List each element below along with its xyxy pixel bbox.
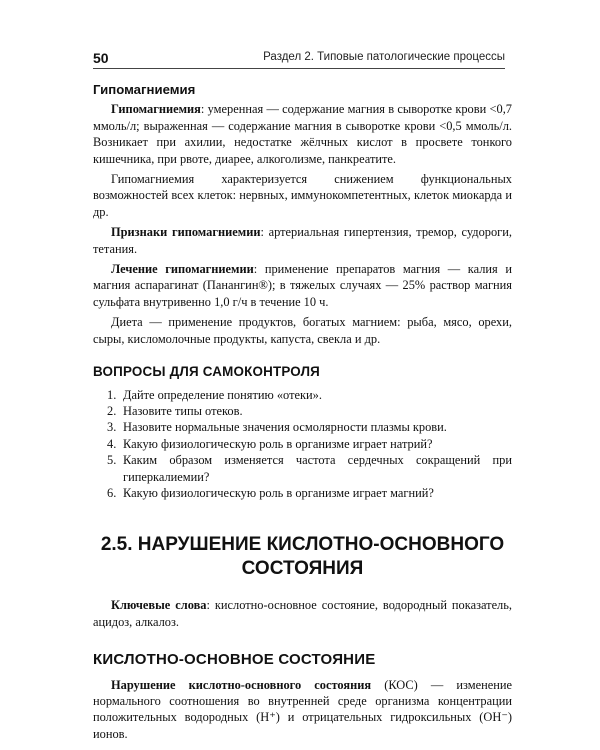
section-heading xyxy=(93,533,512,581)
list-item xyxy=(93,387,512,403)
list-item-text: Назовите типы отеков. xyxy=(123,403,243,418)
questions-heading: ВОПРОСЫ ДЛЯ САМОКОНТРОЛЯ xyxy=(93,364,320,380)
term: Ключевые слова xyxy=(111,598,207,613)
list-item xyxy=(93,403,512,419)
page-header xyxy=(93,48,505,69)
section-heading-line2: СОСТОЯНИЯ xyxy=(241,558,364,580)
term: Гипомагниемия xyxy=(111,102,201,117)
list-item-text: Какую физиологическую роль в организме играет магний? xyxy=(123,485,434,500)
paragraph-text: (КОС) — изменение нормального соотношения во внутренней среде организма концентрации положительных водородных (Н⁺) и отрицательных гидроксильных (ОН⁻) ионов. xyxy=(93,677,512,741)
keywords-paragraph xyxy=(93,597,512,630)
list-item-text: Назовите нормальные значения осмолярности плазмы крови. xyxy=(123,420,447,435)
paragraph xyxy=(93,677,512,743)
list-item-text: Дайте определение понятию «отеки». xyxy=(123,387,322,402)
term: Лечение гипомагниемии xyxy=(111,262,254,277)
section-heading-line1: 2.5. НАРУШЕНИЕ КИСЛОТНО-ОСНОВНОГО xyxy=(100,534,505,556)
list-item-number: 3. xyxy=(107,420,117,435)
list-item-number: 6. xyxy=(107,485,117,500)
list-item-number: 5. xyxy=(107,453,117,468)
paragraph-text: : умеренная — содержание магния в сыворотке крови <0,7 ммоль/л; выраженная — содержание магния в сыворотке крови <0,5 ммоль/л. Возникает при ахилии, недостатке жёлчных кислот в просвете тонкого кишечника, при рвоте, диарее, алкоголизме, панкреатите. xyxy=(93,102,512,166)
acid-base-heading: КИСЛОТНО-ОСНОВНОЕ СОСТОЯНИЕ xyxy=(93,651,376,669)
paragraph-text: : применение препаратов магния — калия и магния аспарагинат (Панангин®); в тяжелых случаях — 25% раствор магния сульфата внутривенно 1,0 г/ч в течение 10 ч. xyxy=(93,262,512,309)
list-item-number: 1. xyxy=(107,387,117,402)
list-item-text: Какую физиологическую роль в организме играет натрий? xyxy=(123,436,433,451)
hypomagnesemia-heading: Гипомагниемия xyxy=(93,82,196,97)
paragraph: Гипомагниемия характеризуется снижением функциональных возможностей всех клеток: нервных, иммунокомпетентных, клеток миокарда и др. xyxy=(93,172,512,219)
running-title: Раздел 2. Типовые патологические процессы xyxy=(263,51,505,63)
page-number: 50 xyxy=(93,50,109,66)
list-item-number: 2. xyxy=(107,403,117,418)
term: Нарушение кислотно-основного состояния xyxy=(111,677,372,692)
paragraph-text: : кислотно-основное состояние, водородный показатель, ацидоз, алкалоз. xyxy=(93,598,512,629)
paragraph xyxy=(93,101,512,167)
paragraph xyxy=(93,224,512,257)
paragraph xyxy=(93,261,512,310)
questions-list xyxy=(93,387,512,502)
list-item xyxy=(93,436,512,452)
list-item-number: 4. xyxy=(107,436,117,451)
term: Признаки гипомагниемии xyxy=(111,225,261,240)
list-item xyxy=(93,452,512,485)
list-item xyxy=(93,419,512,435)
paragraph: Диета — применение продуктов, богатых магнием: рыба, мясо, орехи, сыры, кисломолочные продукты, капуста, свекла и др. xyxy=(93,315,512,346)
list-item xyxy=(93,485,512,501)
list-item-text: Каким образом изменяется частота сердечных сокращений при гиперкалиемии? xyxy=(123,453,512,484)
page-content xyxy=(93,82,512,742)
paragraph-text: : артериальная гипертензия, тремор, судороги, тетания. xyxy=(93,225,512,256)
